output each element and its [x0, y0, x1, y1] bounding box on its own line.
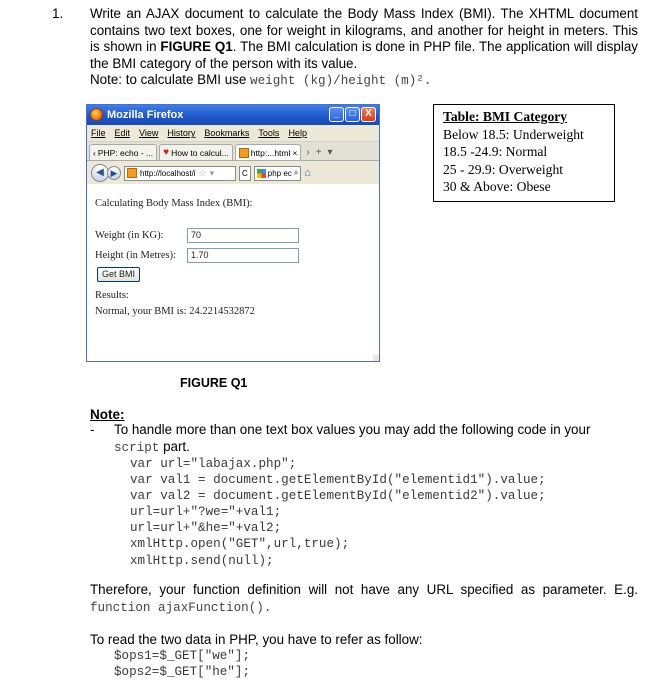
table-row-overweight: 25 - 29.9: Overweight	[443, 161, 564, 177]
bookmark-star-icon[interactable]: ☆	[198, 167, 207, 178]
height-input[interactable]: 1.70	[187, 248, 299, 263]
window-title: Mozilla Firefox	[107, 109, 184, 121]
bmi-formula: weight (kg)/height (m)².	[250, 74, 432, 89]
page-heading: Calculating Body Mass Index (BMI):	[95, 198, 253, 209]
results-label: Results:	[95, 290, 129, 301]
tab-bar	[87, 142, 379, 161]
page-content	[87, 184, 379, 361]
question-text	[90, 6, 638, 90]
menu-bar	[87, 125, 379, 142]
code-line: $ops1=$_GET["we"];	[114, 649, 251, 663]
maximize-button[interactable]: □	[345, 107, 360, 122]
tab-label: How to calcul...	[171, 147, 229, 158]
code-line: xmlHttp.open("GET",url,true);	[130, 537, 350, 552]
tab-label: PHP: echo - ...	[97, 147, 154, 158]
tab-how-to-calculate[interactable]	[159, 144, 233, 160]
firefox-logo-icon	[90, 108, 103, 121]
therefore-code: function ajaxFunction().	[90, 600, 272, 615]
get-bmi-button[interactable]: Get BMI	[97, 267, 140, 282]
search-box[interactable]	[254, 166, 302, 181]
question-text-part2: . The BMI calculation is done in PHP file. The application will display the BMI category of the person with its value.	[90, 39, 638, 71]
url-text: http://localhost/i	[140, 168, 196, 178]
js-code-block	[130, 456, 546, 569]
firefox-window	[86, 104, 380, 362]
url-dropdown-icon[interactable]: ▾	[209, 167, 215, 178]
figure-caption: FIGURE Q1	[180, 376, 248, 390]
tab-back-chevron-icon: ‹	[93, 147, 96, 158]
weight-input[interactable]: 70	[187, 228, 299, 243]
home-icon[interactable]: ⌂	[304, 167, 311, 179]
height-label: Height (in Metres):	[95, 250, 177, 261]
back-button[interactable]: ◀	[91, 164, 109, 182]
url-bar[interactable]	[124, 166, 236, 181]
menu-view[interactable]: View	[139, 128, 159, 138]
search-icon[interactable]: ⌕	[293, 168, 299, 177]
window-titlebar	[87, 105, 379, 125]
search-text: php ec	[267, 168, 292, 178]
therefore-paragraph	[90, 582, 638, 616]
therefore-text: Therefore, your function definition will not have any URL specified as parameter. E.g.	[90, 582, 638, 597]
menu-tools[interactable]: Tools	[258, 128, 280, 138]
table-row-obese: 30 & Above: Obese	[443, 179, 551, 194]
menu-file[interactable]: File	[91, 128, 106, 138]
tab-label: http:...html	[250, 147, 291, 158]
question-text-part1: Write an AJAX document to calculate the Body Mass Index (BMI). The XHTML document contains two text boxes, one for weight in kilograms, and another for height in meters. This is shown in	[90, 6, 638, 55]
php-code-block	[114, 648, 250, 680]
table-row-normal: 18.5 -24.9: Normal	[443, 144, 548, 159]
code-line: var val1 = document.getElementById("elementid1").value;	[130, 473, 546, 488]
note-code-word: script	[114, 440, 160, 455]
minimize-button[interactable]: _	[329, 107, 344, 122]
bmi-category-table	[433, 104, 615, 202]
reload-icon: C	[242, 168, 248, 178]
note-bullet: -	[90, 422, 95, 437]
menu-bookmarks[interactable]: Bookmarks	[204, 128, 250, 138]
question-number: 1.	[52, 6, 64, 21]
navigation-bar	[87, 161, 379, 186]
window-controls	[329, 107, 376, 122]
tab-php-echo[interactable]	[89, 144, 157, 160]
site-favicon-icon	[127, 168, 137, 178]
search-engine-icon	[257, 169, 266, 178]
page-favicon-icon	[239, 148, 249, 158]
tab-active-page[interactable]	[235, 144, 302, 160]
tab-scroll-right-icon[interactable]: ›	[306, 147, 310, 158]
tab-list-dropdown-icon[interactable]: ▾	[327, 147, 333, 158]
resize-grip[interactable]	[373, 355, 379, 361]
code-line: $ops2=$_GET["he"];	[114, 665, 251, 680]
table-title: Table: BMI Category	[443, 109, 568, 124]
menu-edit[interactable]: Edit	[114, 128, 131, 138]
menu-history[interactable]: History	[167, 128, 196, 138]
note-text-part1: To handle more than one text box values you may add the following code in your	[114, 422, 591, 437]
code-line: xmlHttp.send(null);	[130, 553, 274, 568]
formula-note: Note: to calculate BMI use	[90, 72, 251, 88]
tab-close-icon[interactable]: ×	[292, 147, 298, 158]
new-tab-button[interactable]: +	[315, 147, 322, 158]
code-line: url=url+"?we="+val1;	[130, 505, 282, 520]
code-line: var val2 = document.getElementById("elementid2").value;	[130, 489, 546, 504]
close-button[interactable]: X	[361, 107, 376, 122]
reload-button[interactable]	[239, 166, 251, 181]
figure-reference: FIGURE Q1	[160, 39, 233, 55]
heart-icon: ♥	[163, 147, 170, 158]
code-line: url=url+"&he="+val2;	[130, 521, 282, 536]
code-line: var url="labajax.php";	[130, 457, 297, 471]
table-row-underweight: Below 18.5: Underweight	[443, 126, 584, 142]
forward-button[interactable]: ▶	[107, 166, 121, 180]
php-intro: To read the two data in PHP, you have to refer as follow:	[90, 632, 423, 647]
note-text	[114, 422, 638, 456]
weight-label: Weight (in KG):	[95, 230, 164, 241]
note-text-part2: part.	[159, 438, 190, 454]
menu-help[interactable]: Help	[288, 128, 307, 138]
note-heading: Note:	[90, 407, 125, 422]
results-output: Normal, your BMI is: 24.2214532872	[95, 306, 255, 317]
